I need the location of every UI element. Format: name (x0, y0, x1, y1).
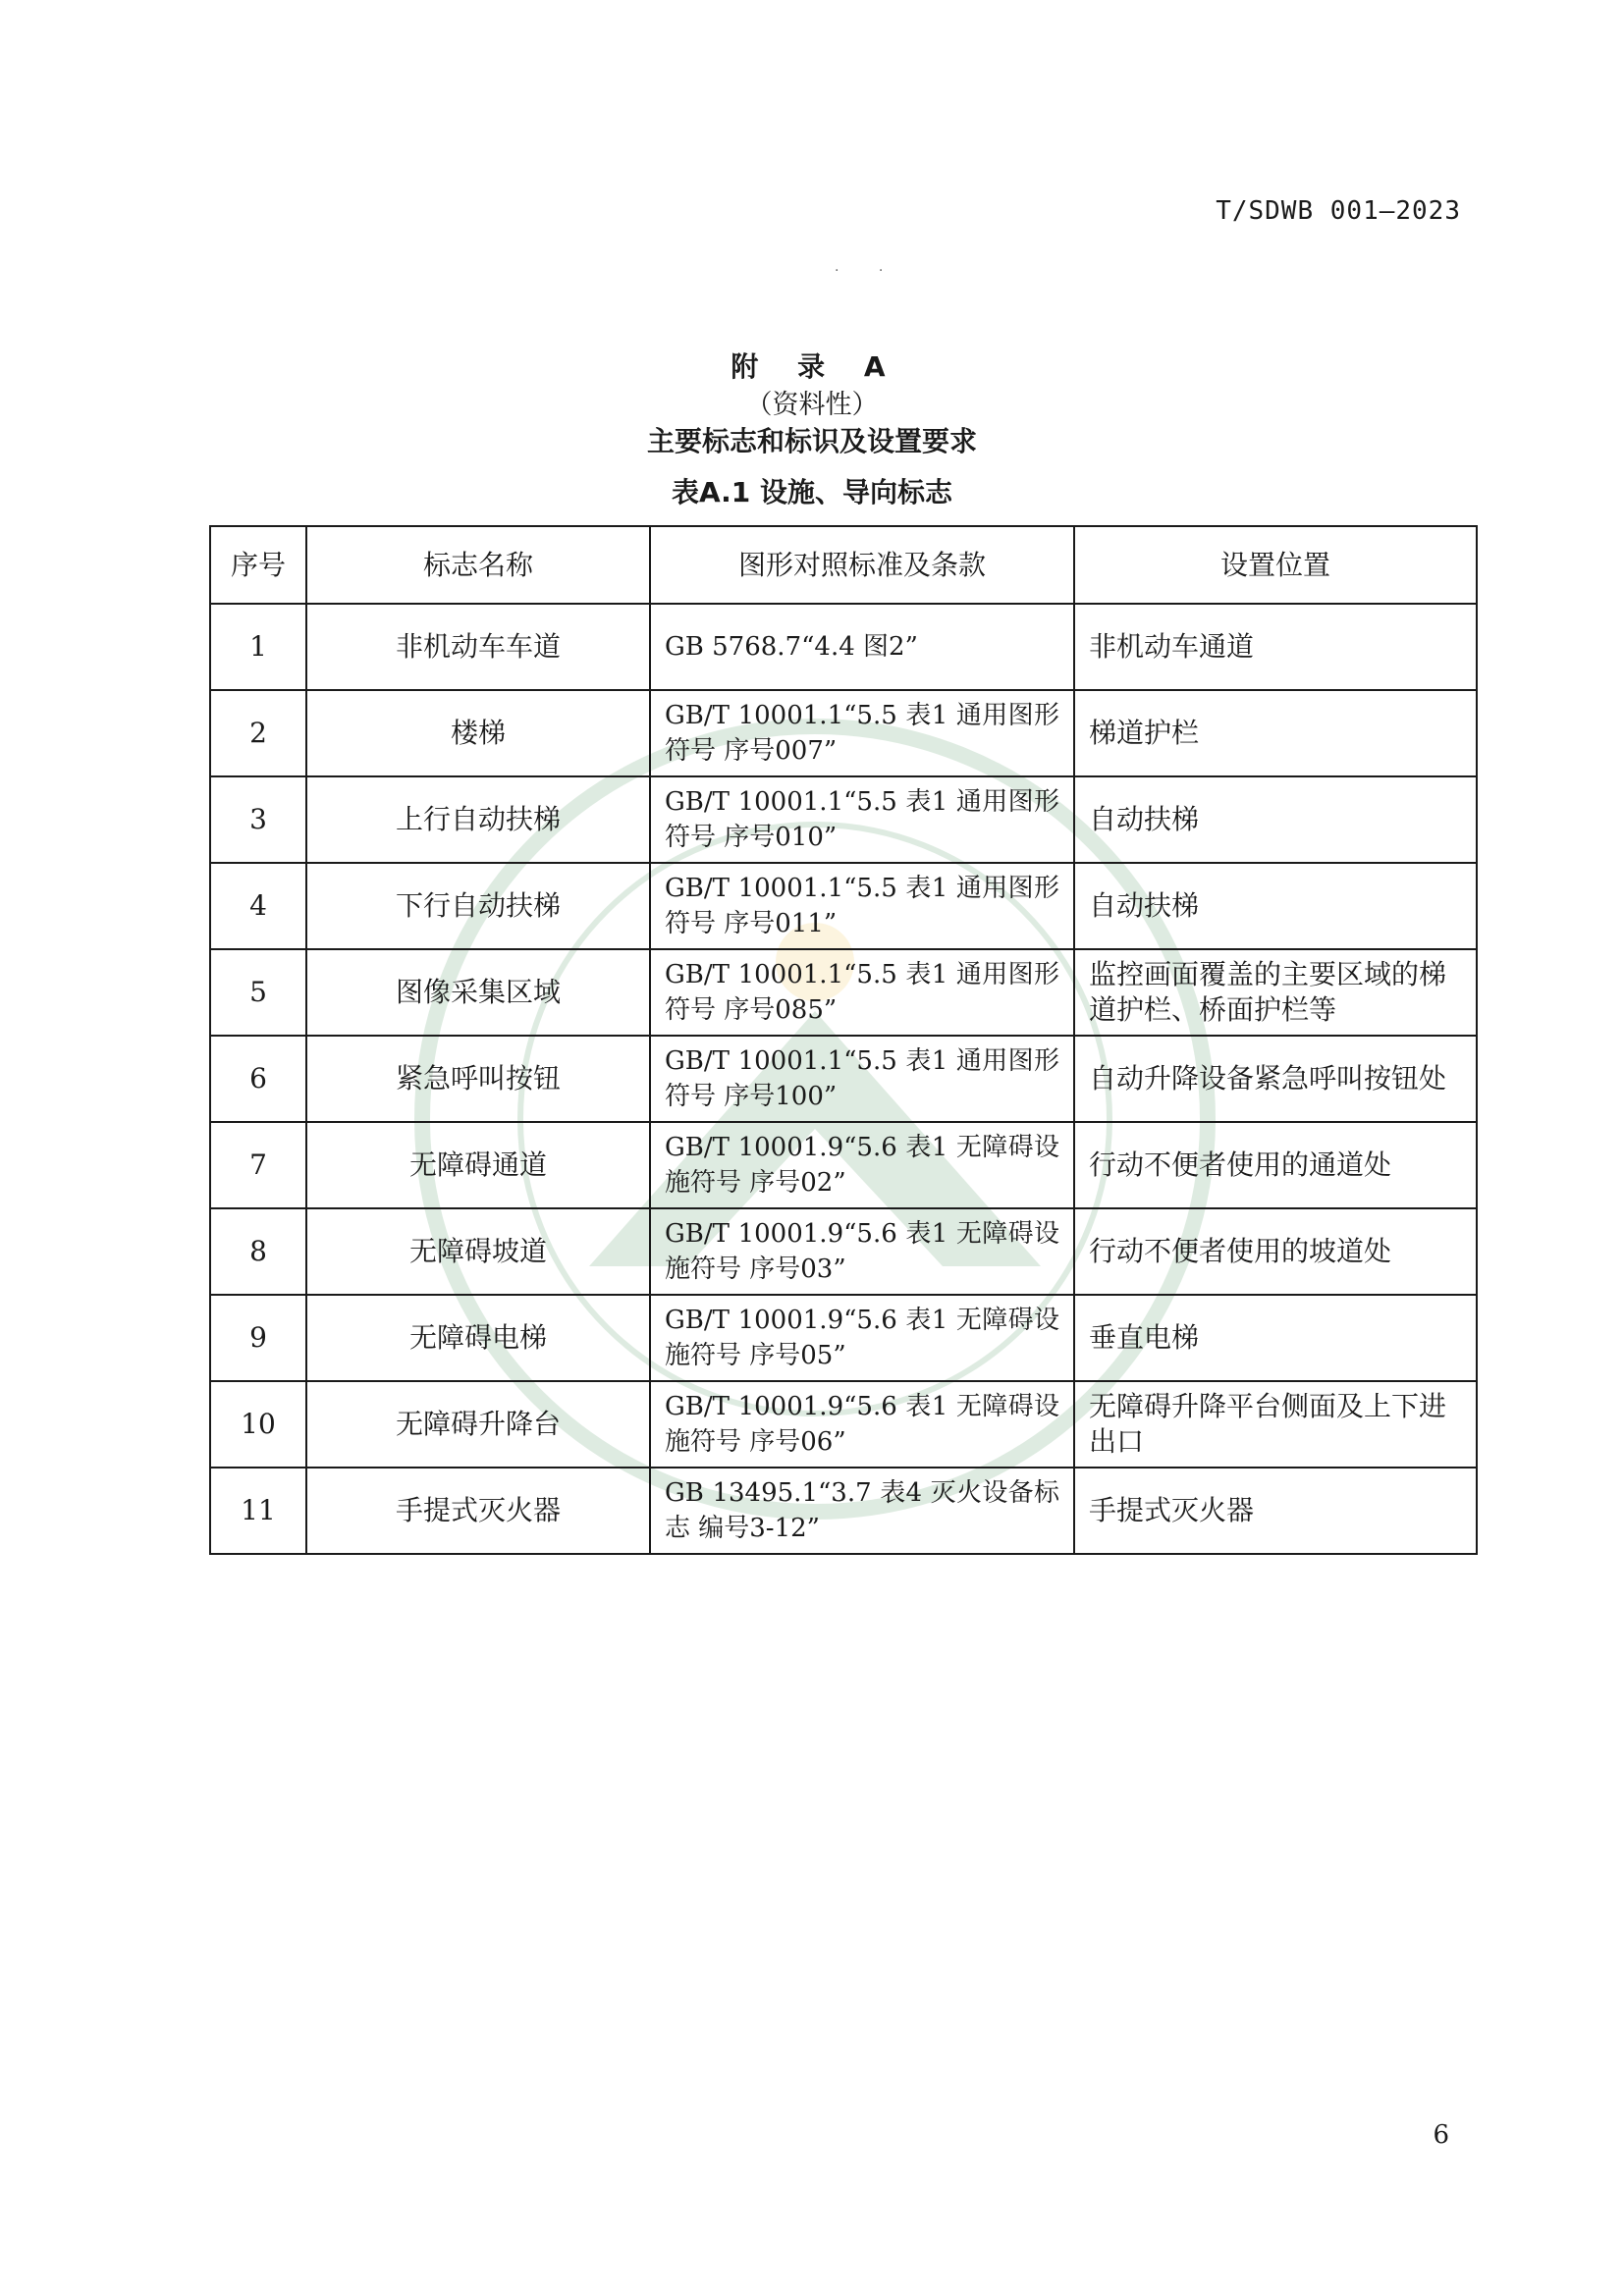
cell-standard: GB/T 10001.1“5.5 表1 通用图形符号 序号007” (650, 690, 1074, 776)
table-row (210, 1122, 1477, 1208)
cell-no: 5 (210, 949, 306, 1036)
table-row (210, 776, 1477, 863)
cell-standard: GB/T 10001.9“5.6 表1 无障碍设施符号 序号06” (650, 1381, 1074, 1468)
cell-location: 非机动车通道 (1074, 604, 1477, 690)
cell-location: 梯道护栏 (1074, 690, 1477, 776)
cell-name: 无障碍电梯 (306, 1295, 650, 1381)
cell-name: 无障碍坡道 (306, 1208, 650, 1295)
cell-standard: GB/T 10001.9“5.6 表1 无障碍设施符号 序号03” (650, 1208, 1074, 1295)
cell-location: 自动升降设备紧急呼叫按钮处 (1074, 1036, 1477, 1122)
cell-name: 下行自动扶梯 (306, 863, 650, 949)
cell-name: 图像采集区域 (306, 949, 650, 1036)
cell-name: 上行自动扶梯 (306, 776, 650, 863)
appendix-title: 主要标志和标识及设置要求 (646, 425, 977, 457)
cell-location: 垂直电梯 (1074, 1295, 1477, 1381)
cell-no: 4 (210, 863, 306, 949)
header-standard: 图形对照标准及条款 (650, 526, 1074, 604)
scan-specks: . . (835, 259, 901, 275)
cell-name: 无障碍升降台 (306, 1381, 650, 1468)
table-row (210, 863, 1477, 949)
cell-standard: GB 5768.7“4.4 图2” (650, 604, 1074, 690)
cell-no: 11 (210, 1468, 306, 1554)
cell-standard: GB/T 10001.1“5.5 表1 通用图形符号 序号100” (650, 1036, 1074, 1122)
header-no: 序号 (210, 526, 306, 604)
table-caption: 表A.1 设施、导向标志 (671, 476, 953, 508)
appendix-nature: （资料性） (745, 390, 879, 420)
cell-location: 自动扶梯 (1074, 863, 1477, 949)
cell-standard: GB 13495.1“3.7 表4 灭火设备标志 编号3-12” (650, 1468, 1074, 1554)
cell-standard: GB/T 10001.1“5.5 表1 通用图形符号 序号010” (650, 776, 1074, 863)
cell-location: 无障碍升降平台侧面及上下进出口 (1074, 1381, 1477, 1468)
page-number: 6 (1433, 2120, 1449, 2150)
cell-no: 7 (210, 1122, 306, 1208)
cell-location: 行动不便者使用的通道处 (1074, 1122, 1477, 1208)
cell-no: 8 (210, 1208, 306, 1295)
table-row (210, 949, 1477, 1036)
cell-location: 自动扶梯 (1074, 776, 1477, 863)
cell-no: 9 (210, 1295, 306, 1381)
cell-no: 2 (210, 690, 306, 776)
cell-no: 1 (210, 604, 306, 690)
cell-name: 手提式灭火器 (306, 1468, 650, 1554)
cell-standard: GB/T 10001.9“5.6 表1 无障碍设施符号 序号02” (650, 1122, 1074, 1208)
cell-location: 手提式灭火器 (1074, 1468, 1477, 1554)
cell-standard: GB/T 10001.1“5.5 表1 通用图形符号 序号011” (650, 863, 1074, 949)
cell-no: 3 (210, 776, 306, 863)
table-row (210, 604, 1477, 690)
facility-sign-table (209, 525, 1478, 1555)
cell-location: 行动不便者使用的坡道处 (1074, 1208, 1477, 1295)
cell-name: 无障碍通道 (306, 1122, 650, 1208)
table-row (210, 1468, 1477, 1554)
header-name: 标志名称 (306, 526, 650, 604)
cell-standard: GB/T 10001.1“5.5 表1 通用图形符号 序号085” (650, 949, 1074, 1036)
table-header-row (210, 526, 1477, 604)
cell-name: 紧急呼叫按钮 (306, 1036, 650, 1122)
cell-standard: GB/T 10001.9“5.6 表1 无障碍设施符号 序号05” (650, 1295, 1074, 1381)
cell-location: 监控画面覆盖的主要区域的梯道护栏、桥面护栏等 (1074, 949, 1477, 1036)
cell-no: 6 (210, 1036, 306, 1122)
cell-no: 10 (210, 1381, 306, 1468)
table-row (210, 1295, 1477, 1381)
appendix-label: 附 录 A (731, 350, 893, 383)
header-location: 设置位置 (1074, 526, 1477, 604)
document-code: T/SDWB 001—2023 (1216, 196, 1461, 226)
table-row (210, 690, 1477, 776)
table-row (210, 1036, 1477, 1122)
table-row (210, 1381, 1477, 1468)
cell-name: 非机动车车道 (306, 604, 650, 690)
table-row (210, 1208, 1477, 1295)
cell-name: 楼梯 (306, 690, 650, 776)
